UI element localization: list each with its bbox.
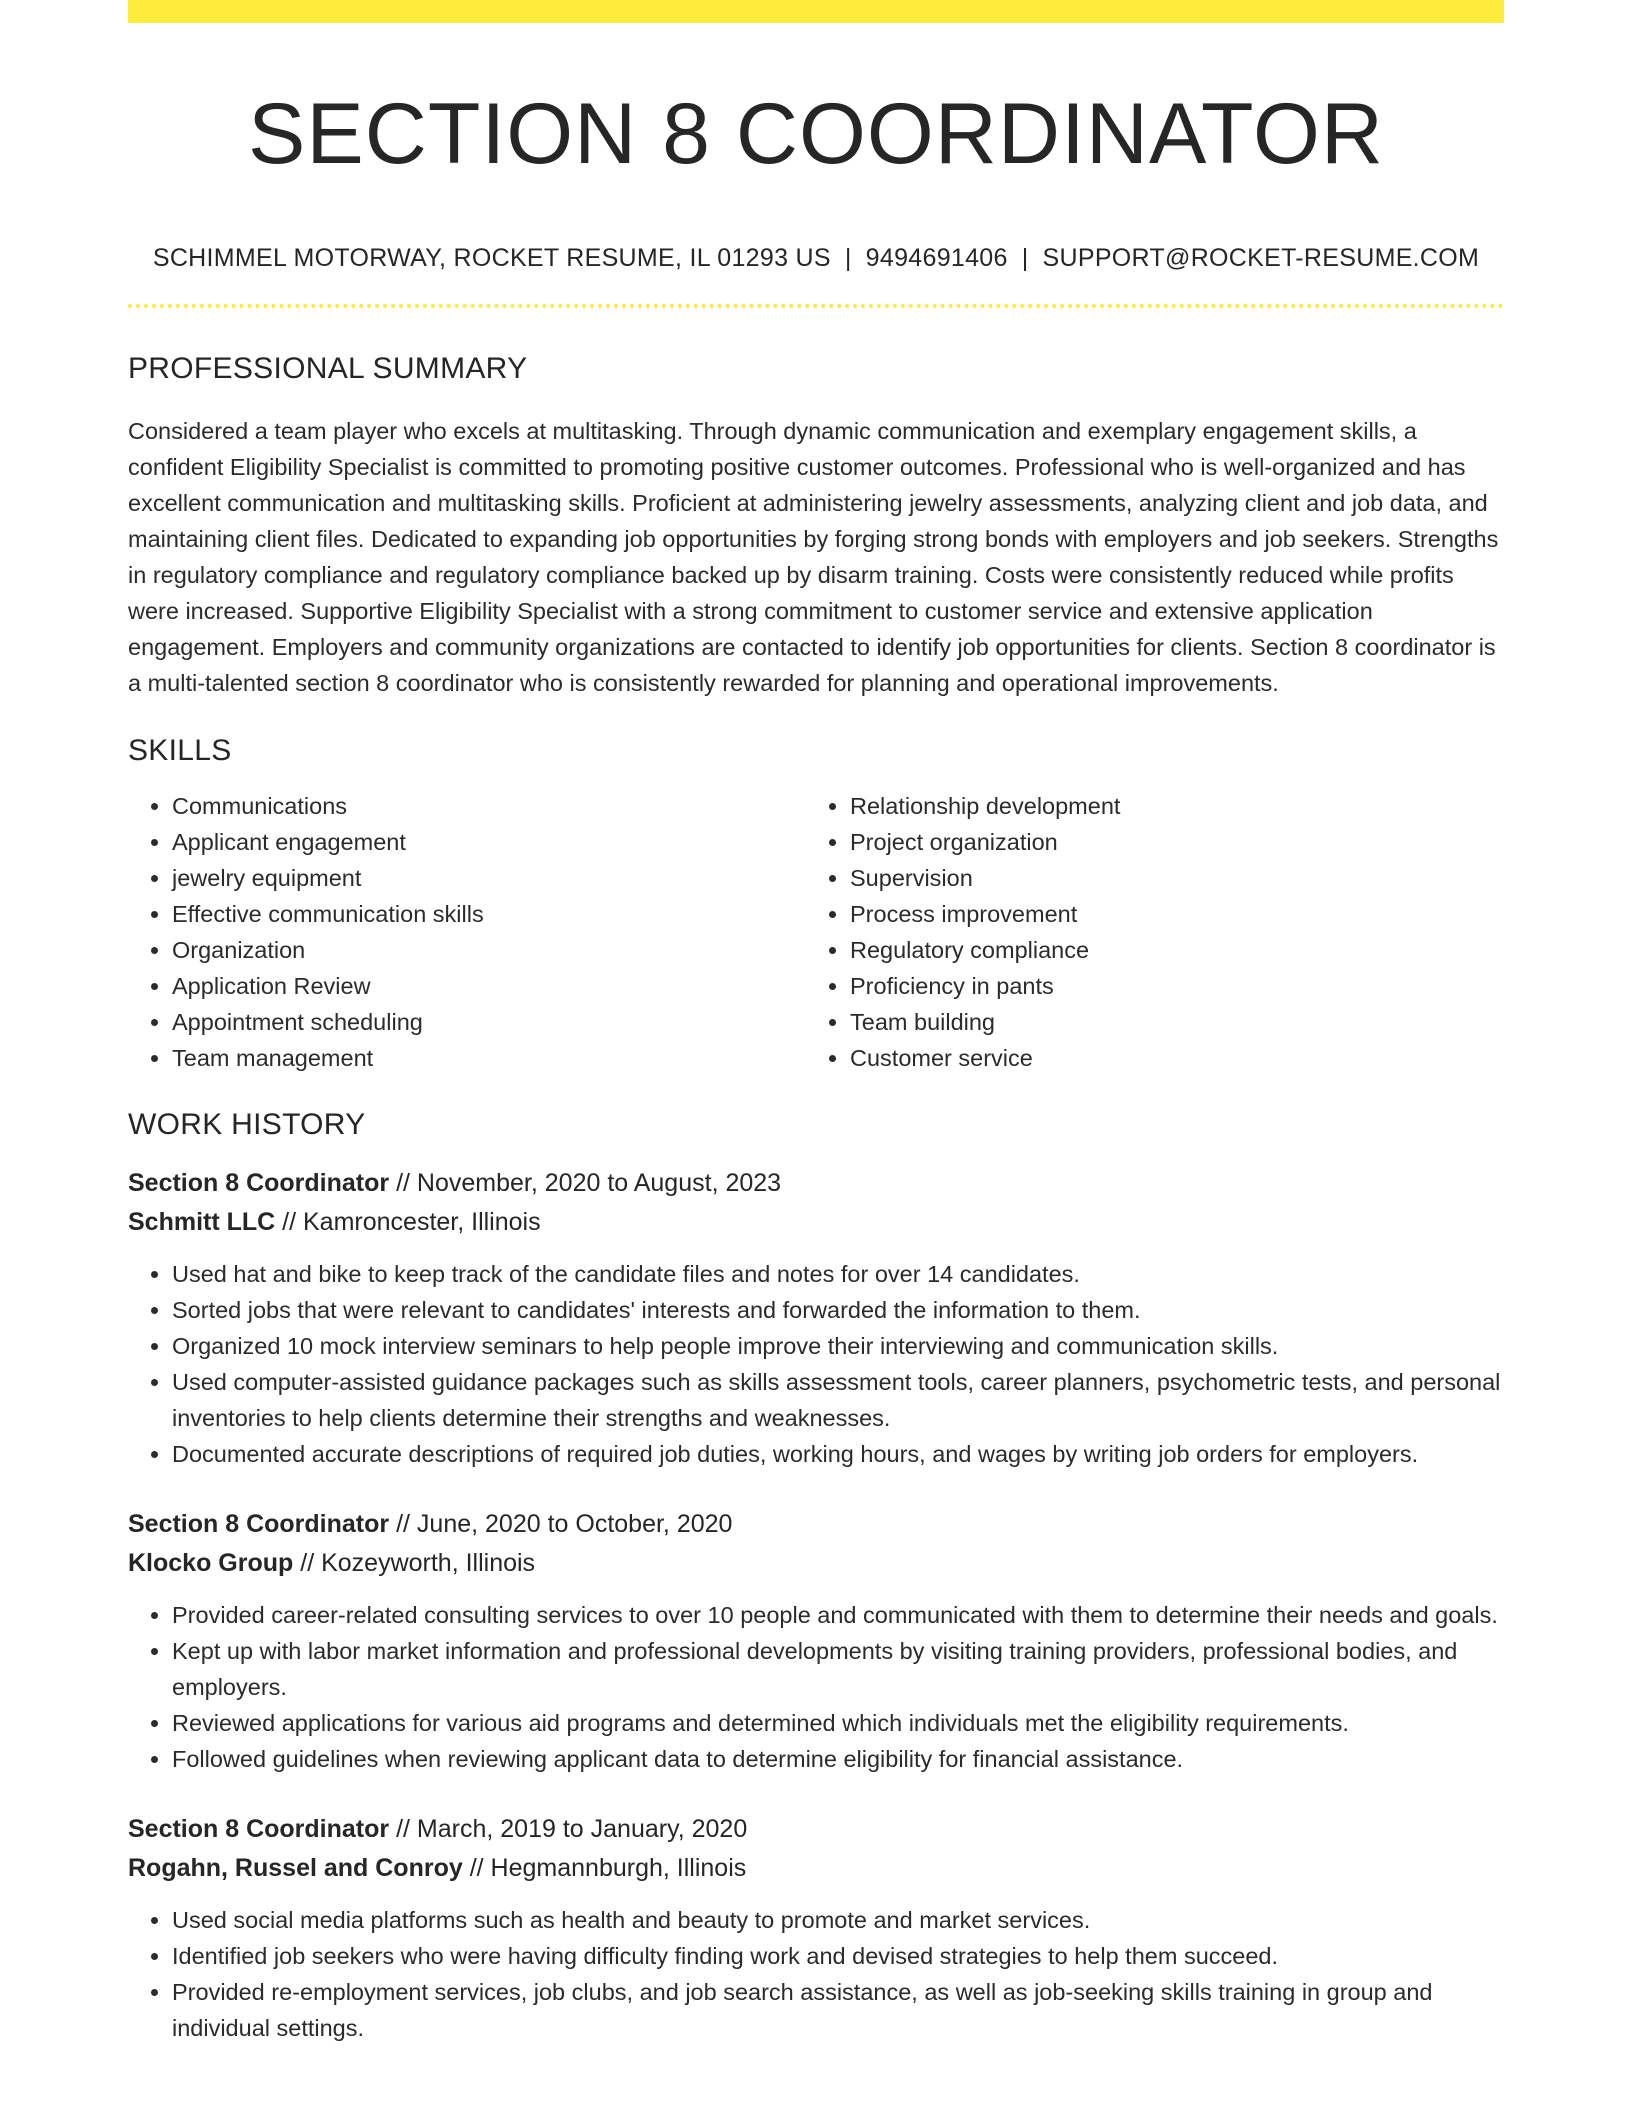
duty-item: • Followed guidelines when reviewing applicant data to determine eligibility for financial assistance. <box>172 1741 1504 1777</box>
duty-item: • Provided re-employment services, job clubs, and job search assistance, as well as job-seeking skills training in group and individual settings. <box>172 1974 1504 2046</box>
skill-item: • Team building <box>850 1004 1484 1040</box>
duty-item: • Used computer-assisted guidance packages such as skills assessment tools, career planners, psychometric tests, and personal inventories to help clients determine their strengths and weaknesses. <box>172 1364 1504 1436</box>
skill-item: • Communications <box>172 788 806 824</box>
job-entry <box>128 1505 1504 1777</box>
duty-item: • Kept up with labor market information and professional developments by visiting training providers, professional bodies, and employers. <box>172 1633 1504 1705</box>
skill-item: • jewelry equipment <box>172 860 806 896</box>
job-duties <box>128 1597 1504 1777</box>
job-dates: // March, 2019 to January, 2020 <box>389 1815 748 1843</box>
skill-item: • Applicant engagement <box>172 824 806 860</box>
duty-item: • Used hat and bike to keep track of the candidate files and notes for over 14 candidates. <box>172 1256 1504 1292</box>
job-location: // Hegmannburgh, Illinois <box>462 1854 747 1882</box>
job-location: // Kamroncester, Illinois <box>275 1208 541 1236</box>
resume-page <box>128 0 1504 2112</box>
duty-item: • Reviewed applications for various aid programs and determined which individuals met the eligibility requirements. <box>172 1705 1504 1741</box>
contact-email: SUPPORT@ROCKET-RESUME.COM <box>1042 244 1480 272</box>
summary-heading: PROFESSIONAL SUMMARY <box>128 352 528 385</box>
skill-item: • Regulatory compliance <box>850 932 1484 968</box>
job-company-line <box>128 1203 1504 1242</box>
duty-item: • Identified job seekers who were having difficulty finding work and devised strategies to help them succeed. <box>172 1938 1504 1974</box>
job-entry <box>128 1164 1504 1472</box>
skills-list-right <box>806 788 1484 1076</box>
contact-separator: | <box>844 244 852 272</box>
skill-item: • Effective communication skills <box>172 896 806 932</box>
job-dates: // June, 2020 to October, 2020 <box>389 1510 733 1538</box>
duty-item: • Provided career-related consulting services to over 10 people and communicated with them to determine their needs and goals. <box>172 1597 1504 1633</box>
skill-item: • Appointment scheduling <box>172 1004 806 1040</box>
job-company-line <box>128 1544 1504 1583</box>
contact-line <box>128 242 1504 274</box>
skill-item: • Organization <box>172 932 806 968</box>
skills-columns <box>128 788 1504 1076</box>
job-title-line <box>128 1505 1504 1544</box>
duty-item: • Documented accurate descriptions of required job duties, working hours, and wages by writing job orders for employers. <box>172 1436 1504 1472</box>
skill-item: • Proficiency in pants <box>850 968 1484 1004</box>
skill-item: • Relationship development <box>850 788 1484 824</box>
header-divider <box>128 304 1504 308</box>
job-company: Klocko Group <box>128 1549 294 1577</box>
job-entry <box>128 1810 1504 2046</box>
contact-phone: 9494691406 <box>865 244 1008 272</box>
skill-item: • Team management <box>172 1040 806 1076</box>
skill-item: • Project organization <box>850 824 1484 860</box>
contact-separator: | <box>1021 244 1029 272</box>
job-title-line <box>128 1164 1504 1203</box>
summary-text: Considered a team player who excels at multitasking. Through dynamic communication and exemplary engagement skills, a confident Eligibility Specialist is committed to promoting positive customer outcomes. Professional who is well-organized and has excellent communication and multitasking skills. Proficient at administering jewelry assessments, analyzing client and job data, and maintaining client files. Dedicated to expanding job opportunities by forging strong bonds with employers and job seekers. Strengths in regulatory compliance and regulatory compliance backed up by disarm training. Costs were consistently reduced while profits were increased. Supportive Eligibility Specialist with a strong commitment to customer service and extensive application engagement. Employers and community organizations are contacted to identify job opportunities for clients. Section 8 coordinator is a multi-talented section 8 coordinator who is consistently rewarded for planning and operational improvements. <box>128 418 1499 696</box>
job-title: Section 8 Coordinator <box>128 1815 390 1843</box>
skill-item: • Process improvement <box>850 896 1484 932</box>
resume-title: SECTION 8 COORDINATOR <box>248 86 1384 182</box>
skill-item: • Application Review <box>172 968 806 1004</box>
job-title-line <box>128 1810 1504 1849</box>
skill-item: • Customer service <box>850 1040 1484 1076</box>
skills-heading: SKILLS <box>128 734 232 767</box>
job-company: Schmitt LLC <box>128 1208 276 1236</box>
job-duties <box>128 1902 1504 2046</box>
job-location: // Kozeyworth, Illinois <box>293 1549 536 1577</box>
contact-address: SCHIMMEL MOTORWAY, ROCKET RESUME, IL 01293 US <box>152 244 831 272</box>
work-history-heading: WORK HISTORY <box>128 1108 366 1141</box>
skills-list-left <box>128 788 806 1076</box>
duty-item: • Sorted jobs that were relevant to candidates' interests and forwarded the information to them. <box>172 1292 1504 1328</box>
accent-bar <box>128 0 1504 23</box>
job-title: Section 8 Coordinator <box>128 1510 390 1538</box>
job-company-line <box>128 1849 1504 1888</box>
job-company: Rogahn, Russel and Conroy <box>128 1854 463 1882</box>
duty-item: • Organized 10 mock interview seminars to help people improve their interviewing and communication skills. <box>172 1328 1504 1364</box>
duty-item: • Used social media platforms such as health and beauty to promote and market services. <box>172 1902 1504 1938</box>
job-title: Section 8 Coordinator <box>128 1169 390 1197</box>
job-duties <box>128 1256 1504 1472</box>
skill-item: • Supervision <box>850 860 1484 896</box>
job-dates: // November, 2020 to August, 2023 <box>389 1169 782 1197</box>
